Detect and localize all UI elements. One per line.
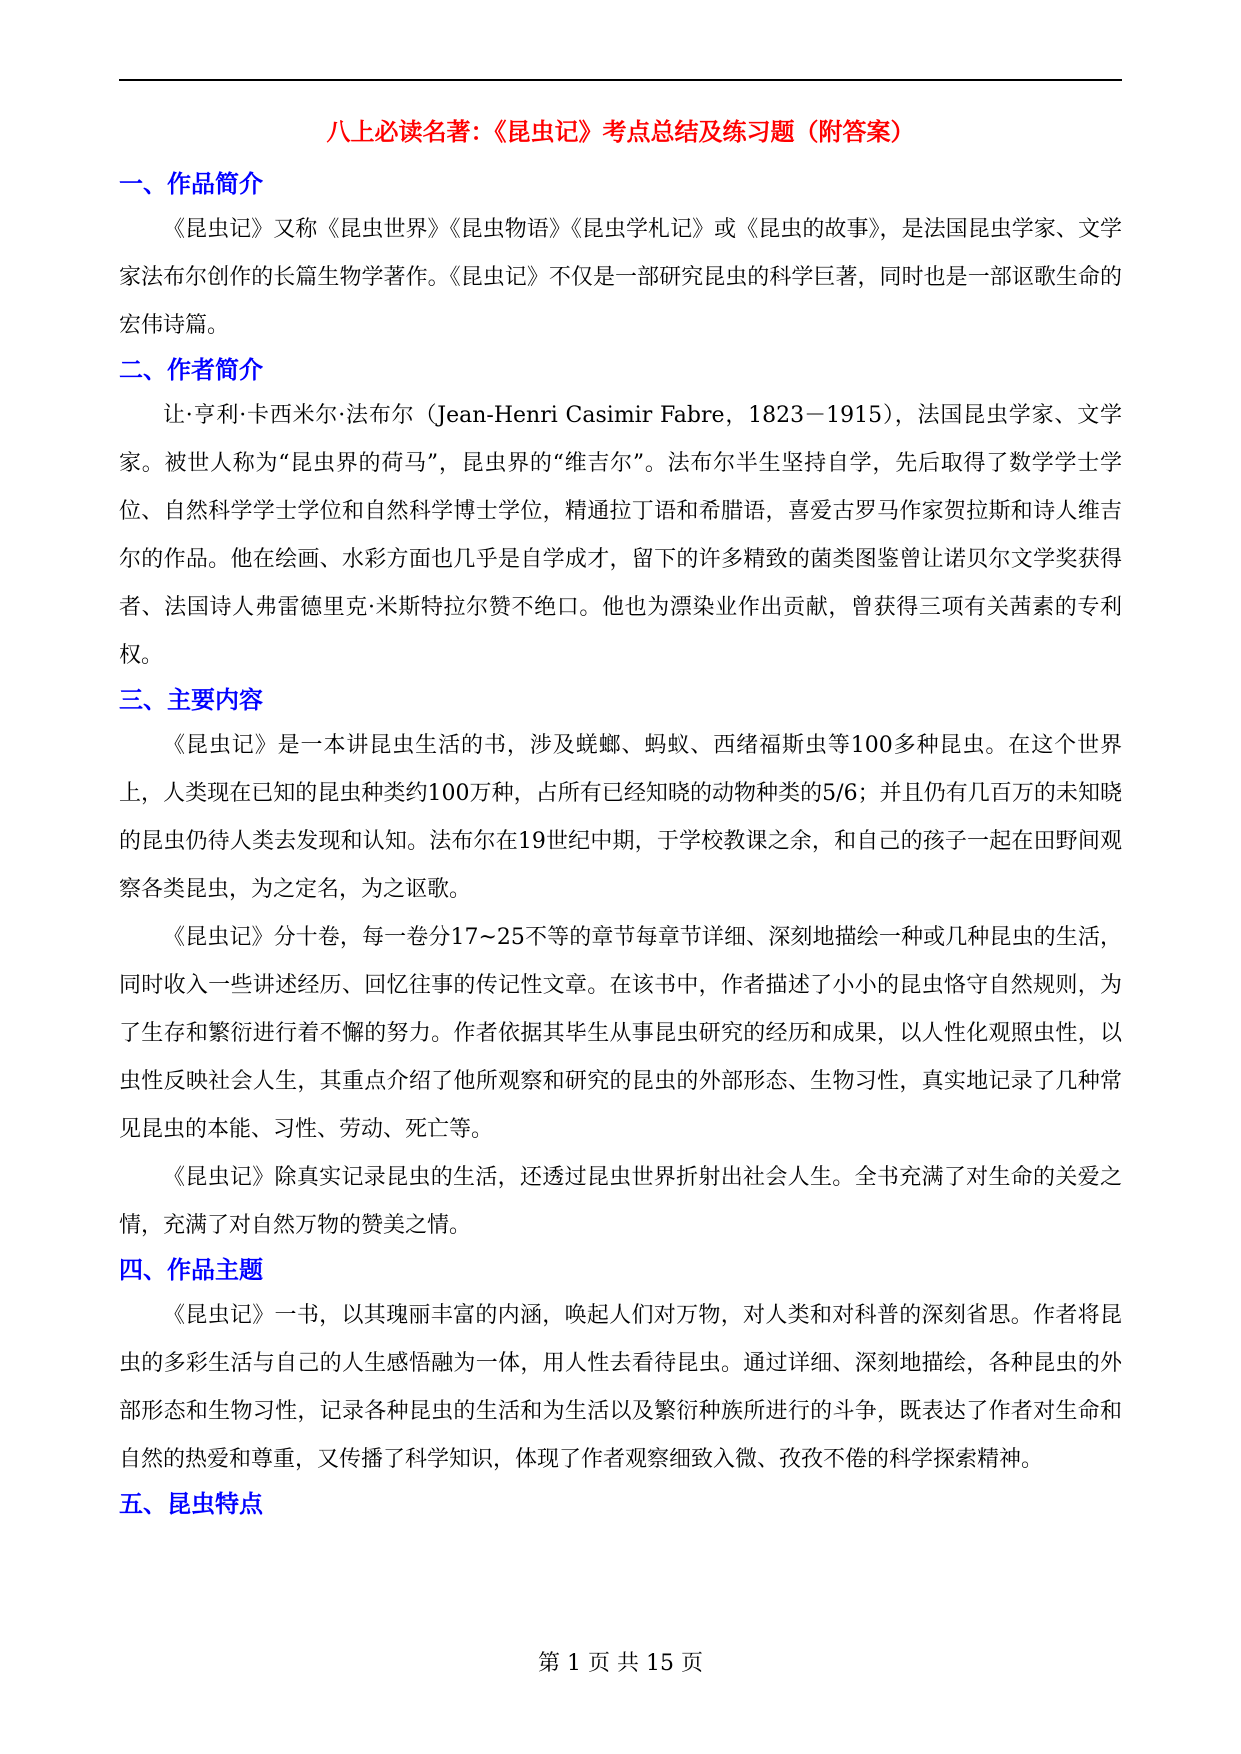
section-heading: 四、作品主题 [119,1255,263,1284]
section-theme [119,1250,1122,1484]
section-heading: 二、作者简介 [119,355,263,384]
document-body [119,164,1122,1524]
section-work-intro [119,164,1122,350]
header-rule [119,79,1122,81]
section-heading: 三、主要内容 [119,685,263,714]
document-title: 八上必读名著：《昆虫记》考点总结及练习题（附答案） [326,117,915,146]
paragraph: 《昆虫记》是一本讲昆虫生活的书，涉及蜣螂、蚂蚁、西绪福斯虫等100多种昆虫。在这个世界上，人类现在已知的昆虫种类约100万种，占所有已经知晓的动物种类的5/6；并且仍有几百万的未知晓的昆虫仍待人类去发现和认知。法布尔在19世纪中期，于学校教课之余，和自己的孩子一起在田野间观察各类昆虫，为之定名，为之讴歌。 [119,733,1122,902]
paragraph: 《昆虫记》除真实记录昆虫的生活，还透过昆虫世界折射出社会人生。全书充满了对生命的关爱之情，充满了对自然万物的赞美之情。 [119,1165,1122,1238]
section-main-content [119,680,1122,1250]
section-heading: 一、作品简介 [119,169,263,198]
paragraph: 让·亨利·卡西米尔·法布尔（Jean-Henri Casimir Fabre，1823－1915），法国昆虫学家、文学家。被世人称为“昆虫界的荷马”，昆虫界的“维吉尔”。法布尔半生坚持自学，先后取得了数学学士学位、自然科学学士学位和自然科学博士学位，精通拉丁语和希腊语，喜爱古罗马作家贺拉斯和诗人维吉尔的作品。他在绘画、水彩方面也几乎是自学成才，留下的许多精致的菌类图鉴曾让诺贝尔文学奖获得者、法国诗人弗雷德里克·米斯特拉尔赞不绝口。他也为漂染业作出贡献，曾获得三项有关茜素的专利权。 [119,403,1122,668]
section-author-intro [119,350,1122,680]
section-insect-features [119,1484,1122,1524]
paragraph: 《昆虫记》又称《昆虫世界》《昆虫物语》《昆虫学札记》或《昆虫的故事》，是法国昆虫学家、文学家法布尔创作的长篇生物学著作。《昆虫记》不仅是一部研究昆虫的科学巨著，同时也是一部讴歌生命的宏伟诗篇。 [119,217,1122,338]
section-heading: 五、昆虫特点 [119,1489,263,1518]
paragraph: 《昆虫记》分十卷，每一卷分17~25不等的章节每章节详细、深刻地描绘一种或几种昆虫的生活，同时收入一些讲述经历、回忆往事的传记性文章。在该书中，作者描述了小小的昆虫恪守自然规则，为了生存和繁衍进行着不懈的努力。作者依据其毕生从事昆虫研究的经历和成果，以人性化观照虫性，以虫性反映社会人生，其重点介绍了他所观察和研究的昆虫的外部形态、生物习性，真实地记录了几种常见昆虫的本能、习性、劳动、死亡等。 [119,925,1122,1142]
page-number-footer: 第 1 页 共 15 页 [538,1651,703,1676]
paragraph: 《昆虫记》一书，以其瑰丽丰富的内涵，唤起人们对万物，对人类和对科普的深刻省思。作者将昆虫的多彩生活与自己的人生感悟融为一体，用人性去看待昆虫。通过详细、深刻地描绘，各种昆虫的外部形态和生物习性，记录各种昆虫的生活和为生活以及繁衍种族所进行的斗争，既表达了作者对生命和自然的热爱和尊重，又传播了科学知识，体现了作者观察细致入微、孜孜不倦的科学探索精神。 [119,1303,1122,1472]
